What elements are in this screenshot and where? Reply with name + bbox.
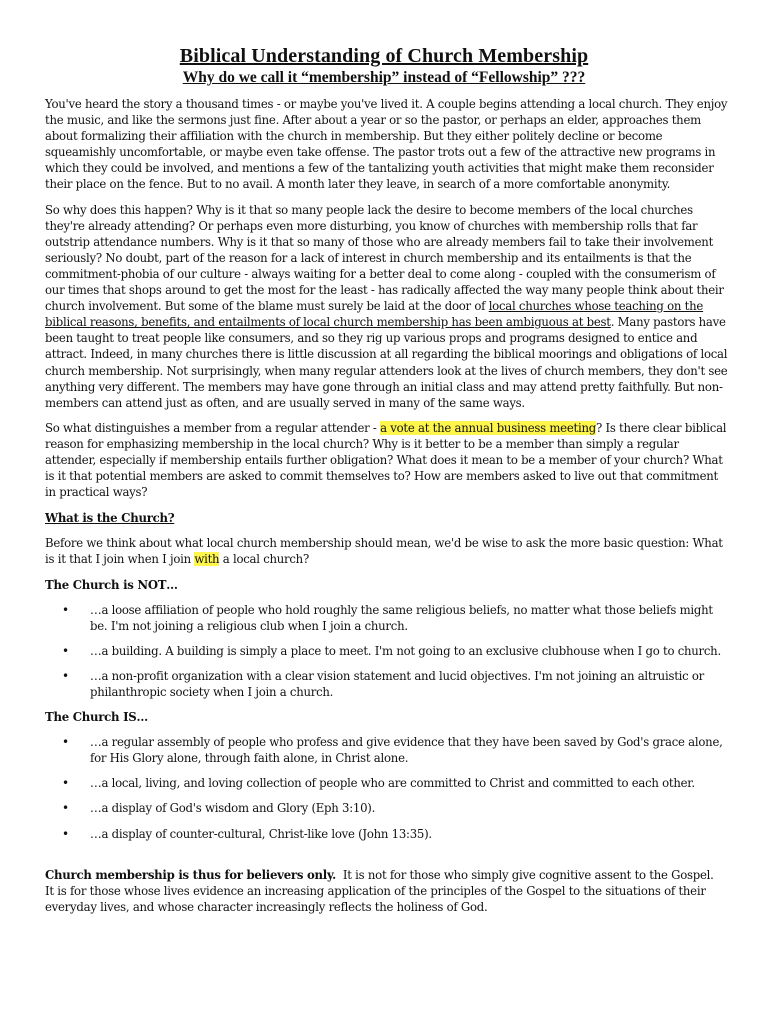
bullet-icon: • bbox=[62, 801, 69, 816]
paragraph-distinguish-text-start: So what distinguishes a member from a regular attender - bbox=[45, 420, 381, 435]
paragraph-distinguish-text-end: ? Is there clear biblical reason for emphasizing membership in the local church? Why is it better to be a member than simply a regular attender, especially if membership entails further obligation? What does it mean to be a member of your church? What is it that potential members are asked to commit themselves to? How are members asked to live out that commitment in practical ways? bbox=[45, 420, 727, 500]
list-item bbox=[45, 643, 729, 659]
section-heading-church-is: The Church IS… bbox=[45, 710, 148, 725]
list-item-text: …a display of counter-cultural, Christ-like love (John 13:35). bbox=[90, 826, 432, 841]
list-item-text: …a regular assembly of people who profess and give evidence that they have been saved by God's grace alone, for His Glory alone, through faith alone, in Christ alone. bbox=[90, 735, 723, 766]
paragraph-why-text-start: So why does this happen? Why is it that so many people lack the desire to become members of the local churches they're already attending? Or perhaps even more disturbing, you know of churches with membership rolls that far outstrip attendance numbers. Why is it that so many of those who are already members fail to take their involvement seriously? No doubt, part of the reason for a lack of interest in church membership and its entailments is that the commitment-phobia of our culture - always waiting for a better deal to come along - coupled with the consumerism of our times that shops around to get the most for the least - has radically affected the way many people think about their church involvement. But some of the blame must surely be laid at the door of bbox=[45, 202, 724, 314]
paragraph-basic-question-text-end: a local church? bbox=[219, 552, 309, 567]
paragraph-why bbox=[45, 202, 729, 411]
bullet-icon: • bbox=[62, 668, 69, 683]
conclusion-lead-sentence: Church membership is thus for believers only. bbox=[45, 867, 336, 882]
paragraph-why-text-end: . Many pastors have been taught to treat people like consumers, and so they rig up various props and programs designed to entice and attract. Indeed, in many churches there is little discussion at all regarding the biblical moorings and obligations of local church membership. Not surprisingly, when many regular attenders look at the lives of church members, they don't see anything very different. The members may have gone through an initial class and may attend pretty faithfully. But non-members can attend just as often, and are usually served in many of the same ways. bbox=[45, 315, 728, 410]
document-title: Biblical Understanding of Church Membership bbox=[179, 45, 589, 67]
list-item-text: …a display of God's wisdom and Glory (Eph 3:10). bbox=[90, 801, 376, 816]
document-body bbox=[45, 96, 729, 915]
conclusion-text: It is not for those who simply give cognitive assent to the Gospel. It is for those whose lives evidence an increasing application of the principles of the Gospel to the situations of their everyday lives, and whose character increasingly reflects the holiness of God. bbox=[45, 867, 721, 914]
list-item bbox=[45, 800, 729, 816]
document-subtitle: Why do we call it “membership” instead of “Fellowship” ??? bbox=[182, 69, 586, 86]
paragraph-intro: You've heard the story a thousand times - or maybe you've lived it. A couple begins attending a local church. They enjoy the music, and like the sermons just fine. After about a year or so the pastor, or perhaps an elder, approaches them about formalizing their affiliation with the church in membership. But they either politely decline or become squeamishly uncomfortable, or maybe even take offense. The pastor trots out a few of the attractive new programs in which they could be involved, and mentions a few of the tantalizing youth activities that might make them reconsider their place on the fence. But to no avail. A month later they leave, in search of a more comfortable anonymity. bbox=[45, 97, 728, 192]
list-item-text: …a building. A building is simply a place to meet. I'm not going to an exclusive clubhouse when I go to church. bbox=[90, 643, 721, 658]
paragraph-distinguish bbox=[45, 420, 729, 500]
section-heading-church-is-not: The Church is NOT… bbox=[45, 577, 178, 592]
list-item bbox=[45, 826, 729, 842]
highlighted-phrase-business-meeting: a vote at the annual business meeting bbox=[380, 420, 596, 435]
bullet-icon: • bbox=[62, 643, 69, 658]
church-is-not-list bbox=[45, 602, 729, 700]
bullet-icon: • bbox=[62, 776, 69, 791]
paragraph-basic-question bbox=[45, 535, 729, 567]
bullet-icon: • bbox=[62, 735, 69, 750]
paragraph-basic-question-text-start: Before we think about what local church membership should mean, we'd be wise to ask the more basic question: What is it that I join when I join bbox=[45, 536, 723, 567]
paragraph-conclusion bbox=[45, 867, 729, 915]
list-item bbox=[45, 734, 729, 766]
list-item-text: …a local, living, and loving collection of people who are committed to Christ and committed to each other. bbox=[90, 776, 695, 791]
list-item bbox=[45, 775, 729, 791]
underlined-phrase: local churches whose teaching on the biblical reasons, benefits, and entailments of local church membership has been ambiguous at best bbox=[45, 299, 704, 330]
list-item-text: …a loose affiliation of people who hold roughly the same religious beliefs, no matter what those beliefs might be. I'm not joining a religious club when I join a church. bbox=[90, 602, 713, 633]
list-item bbox=[45, 668, 729, 700]
highlighted-word-with: with bbox=[194, 552, 220, 567]
list-item bbox=[45, 602, 729, 634]
list-item-text: …a non-profit organization with a clear vision statement and lucid objectives. I'm not joining an altruistic or philanthropic society when I join a church. bbox=[90, 668, 705, 699]
bullet-icon: • bbox=[62, 826, 69, 841]
section-heading-what-is-church: What is the Church? bbox=[45, 511, 175, 526]
church-is-list bbox=[45, 734, 729, 841]
bullet-icon: • bbox=[62, 602, 69, 617]
